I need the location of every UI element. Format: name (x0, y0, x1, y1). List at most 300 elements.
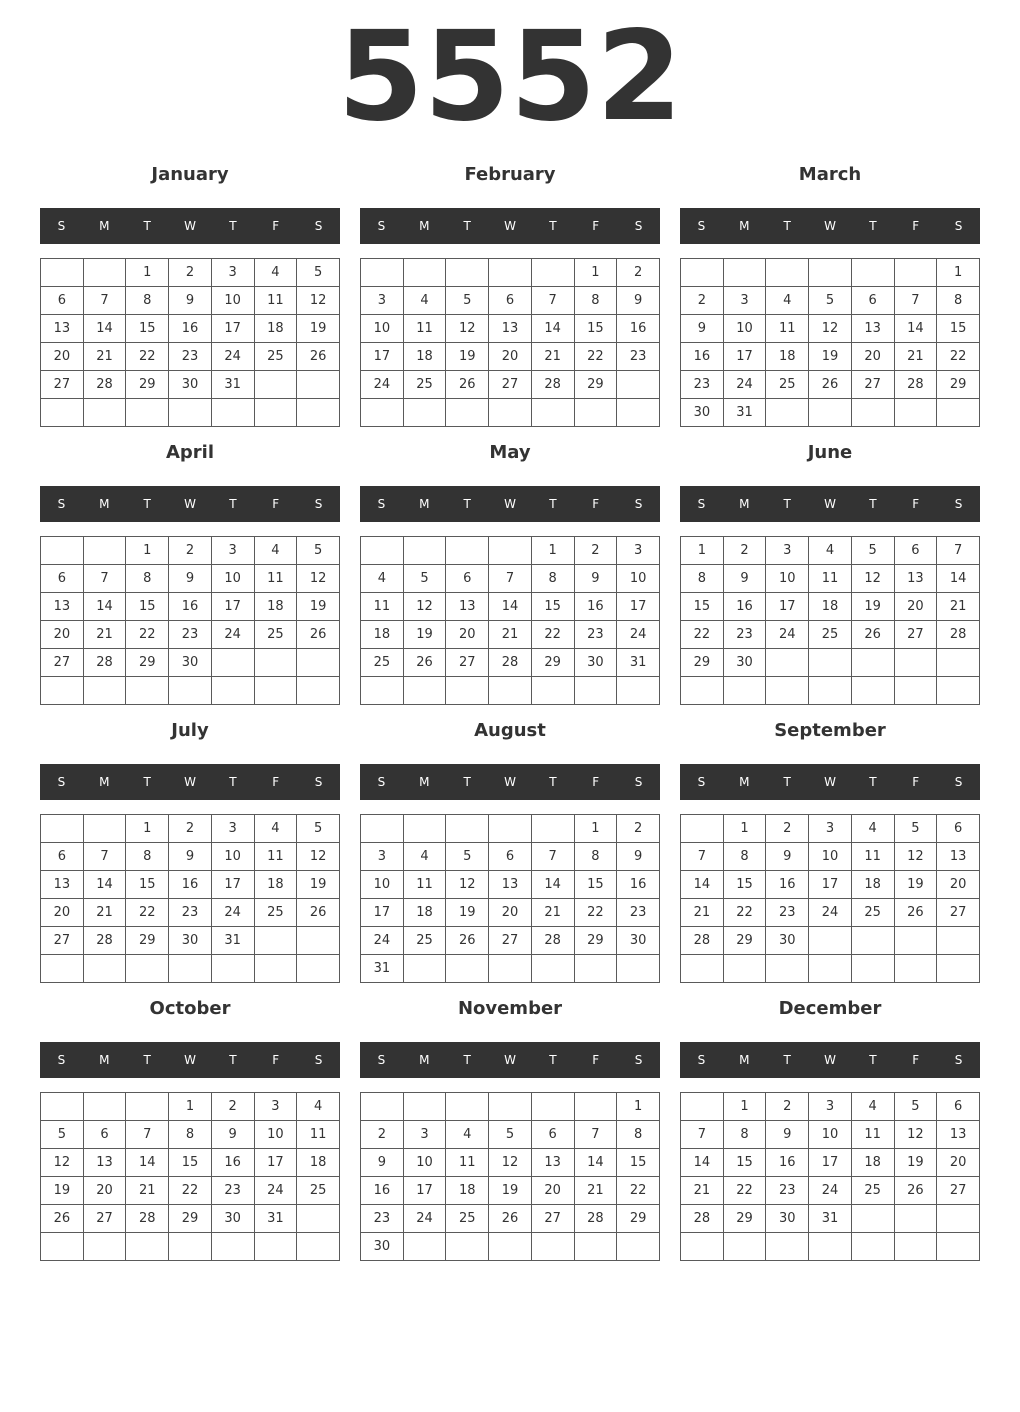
day-cell: 11 (254, 565, 297, 593)
empty-cell (809, 955, 852, 983)
day-cell: 16 (169, 593, 212, 621)
empty-cell (809, 1233, 852, 1261)
day-cell: 5 (894, 1093, 937, 1121)
day-cell: 26 (489, 1205, 532, 1233)
day-cell: 29 (937, 371, 980, 399)
day-cell: 19 (41, 1177, 84, 1205)
empty-cell (851, 649, 894, 677)
day-cell: 5 (297, 815, 340, 843)
day-cell: 18 (851, 871, 894, 899)
day-cell: 11 (254, 287, 297, 315)
week-row (361, 871, 660, 899)
weekday-label: T (549, 497, 557, 511)
day-cell: 25 (403, 371, 446, 399)
day-cell: 23 (766, 899, 809, 927)
day-cell: 20 (489, 899, 532, 927)
day-cell: 1 (531, 537, 574, 565)
day-cell: 1 (126, 259, 169, 287)
day-cell: 15 (723, 1149, 766, 1177)
weekday-label: T (143, 775, 151, 789)
weekday-label: T (143, 219, 151, 233)
weekday-label: W (824, 219, 836, 233)
day-cell: 29 (169, 1205, 212, 1233)
week-row (41, 565, 340, 593)
day-cell: 20 (41, 899, 84, 927)
week-row (41, 955, 340, 983)
empty-cell (126, 955, 169, 983)
week-row (681, 399, 980, 427)
day-grid (680, 536, 980, 705)
day-cell: 14 (83, 315, 126, 343)
day-cell: 18 (297, 1149, 340, 1177)
day-cell: 30 (574, 649, 617, 677)
day-cell: 12 (894, 843, 937, 871)
day-cell: 19 (894, 871, 937, 899)
day-cell: 14 (894, 315, 937, 343)
day-cell: 20 (937, 1149, 980, 1177)
empty-cell (254, 955, 297, 983)
day-cell: 20 (489, 343, 532, 371)
empty-cell (766, 677, 809, 705)
weekday-label: T (869, 1053, 877, 1067)
empty-cell (809, 259, 852, 287)
day-cell: 19 (403, 621, 446, 649)
week-row (681, 315, 980, 343)
day-cell: 4 (297, 1093, 340, 1121)
week-row (41, 1149, 340, 1177)
week-row (681, 343, 980, 371)
empty-cell (446, 1093, 489, 1121)
day-cell: 24 (361, 927, 404, 955)
empty-cell (83, 955, 126, 983)
day-cell: 1 (617, 1093, 660, 1121)
day-cell: 14 (574, 1149, 617, 1177)
empty-cell (489, 815, 532, 843)
week-row (41, 677, 340, 705)
day-cell: 5 (297, 259, 340, 287)
day-cell: 12 (446, 871, 489, 899)
day-cell: 26 (851, 621, 894, 649)
day-cell: 21 (894, 343, 937, 371)
empty-cell (937, 927, 980, 955)
day-cell: 16 (617, 315, 660, 343)
day-cell: 22 (574, 899, 617, 927)
empty-cell (403, 537, 446, 565)
weekday-label: T (463, 1053, 471, 1067)
day-cell: 23 (681, 371, 724, 399)
day-cell: 15 (126, 593, 169, 621)
day-cell: 11 (446, 1149, 489, 1177)
weekday-label: T (143, 497, 151, 511)
day-cell: 19 (894, 1149, 937, 1177)
empty-cell (297, 399, 340, 427)
empty-cell (851, 955, 894, 983)
empty-cell (531, 815, 574, 843)
empty-cell (361, 399, 404, 427)
weekday-label: S (697, 1053, 706, 1067)
empty-cell (361, 1093, 404, 1121)
month-name: June (807, 442, 853, 463)
weekday-label: M (739, 219, 750, 233)
empty-cell (894, 927, 937, 955)
day-cell: 13 (83, 1149, 126, 1177)
day-cell: 25 (254, 621, 297, 649)
empty-cell (531, 677, 574, 705)
day-cell: 18 (254, 593, 297, 621)
empty-cell (41, 815, 84, 843)
empty-cell (83, 677, 126, 705)
day-cell: 6 (937, 1093, 980, 1121)
empty-cell (574, 1233, 617, 1261)
empty-cell (851, 677, 894, 705)
week-row (41, 649, 340, 677)
day-cell: 25 (403, 927, 446, 955)
week-row (361, 927, 660, 955)
empty-cell (851, 1233, 894, 1261)
weekday-label: W (824, 1053, 836, 1067)
day-cell: 23 (169, 343, 212, 371)
empty-cell (937, 955, 980, 983)
week-row (681, 1121, 980, 1149)
weekday-label: T (229, 497, 237, 511)
day-cell: 15 (126, 315, 169, 343)
day-cell: 10 (211, 565, 254, 593)
day-cell: 26 (894, 899, 937, 927)
day-cell: 2 (211, 1093, 254, 1121)
empty-cell (937, 1233, 980, 1261)
empty-cell (41, 1093, 84, 1121)
empty-cell (723, 1233, 766, 1261)
empty-cell (617, 955, 660, 983)
day-cell: 8 (574, 843, 617, 871)
weekday-label: W (504, 219, 516, 233)
day-grid (680, 814, 980, 983)
empty-cell (83, 1093, 126, 1121)
weekday-label: S (954, 1053, 963, 1067)
week-row (361, 677, 660, 705)
day-cell: 29 (126, 371, 169, 399)
empty-cell (851, 1205, 894, 1233)
day-cell: 17 (211, 871, 254, 899)
day-cell: 27 (894, 621, 937, 649)
day-cell: 2 (169, 815, 212, 843)
day-cell: 13 (41, 593, 84, 621)
empty-cell (403, 955, 446, 983)
day-cell: 4 (403, 287, 446, 315)
weekday-header (360, 764, 660, 800)
day-cell: 9 (169, 843, 212, 871)
weekday-label: T (463, 775, 471, 789)
day-cell: 11 (254, 843, 297, 871)
day-cell: 20 (937, 871, 980, 899)
day-cell: 17 (809, 1149, 852, 1177)
empty-cell (361, 815, 404, 843)
day-cell: 4 (766, 287, 809, 315)
day-cell: 24 (211, 621, 254, 649)
empty-cell (531, 1233, 574, 1261)
day-cell: 14 (83, 871, 126, 899)
day-cell: 1 (681, 537, 724, 565)
weekday-label: F (912, 775, 920, 789)
day-cell: 8 (681, 565, 724, 593)
empty-cell (851, 927, 894, 955)
day-cell: 4 (254, 815, 297, 843)
day-cell: 18 (254, 871, 297, 899)
day-cell: 27 (531, 1205, 574, 1233)
day-cell: 7 (681, 1121, 724, 1149)
empty-cell (894, 1205, 937, 1233)
week-row (41, 259, 340, 287)
day-cell: 8 (574, 287, 617, 315)
day-cell: 28 (681, 927, 724, 955)
week-row (361, 955, 660, 983)
empty-cell (809, 927, 852, 955)
empty-cell (211, 955, 254, 983)
day-cell: 23 (574, 621, 617, 649)
empty-cell (766, 955, 809, 983)
day-cell: 11 (766, 315, 809, 343)
day-cell: 29 (126, 927, 169, 955)
empty-cell (403, 677, 446, 705)
day-cell: 4 (446, 1121, 489, 1149)
day-cell: 24 (723, 371, 766, 399)
day-cell: 31 (723, 399, 766, 427)
day-cell: 4 (254, 537, 297, 565)
day-cell: 18 (809, 593, 852, 621)
day-cell: 19 (297, 871, 340, 899)
day-cell: 28 (83, 371, 126, 399)
day-cell: 2 (617, 259, 660, 287)
day-cell: 3 (361, 843, 404, 871)
day-cell: 27 (41, 371, 84, 399)
week-row (41, 287, 340, 315)
empty-cell (489, 399, 532, 427)
day-cell: 8 (617, 1121, 660, 1149)
empty-cell (937, 1205, 980, 1233)
day-cell: 3 (254, 1093, 297, 1121)
day-cell: 17 (254, 1149, 297, 1177)
empty-cell (894, 259, 937, 287)
week-row (681, 871, 980, 899)
day-cell: 23 (617, 343, 660, 371)
day-cell: 4 (254, 259, 297, 287)
day-cell: 10 (211, 843, 254, 871)
weekday-label: S (57, 219, 66, 233)
empty-cell (83, 815, 126, 843)
day-cell: 23 (169, 621, 212, 649)
weekday-label: S (634, 497, 643, 511)
week-row (361, 843, 660, 871)
day-cell: 19 (489, 1177, 532, 1205)
day-cell: 12 (809, 315, 852, 343)
day-cell: 22 (617, 1177, 660, 1205)
day-cell: 25 (766, 371, 809, 399)
day-cell: 11 (809, 565, 852, 593)
day-cell: 29 (574, 371, 617, 399)
weekday-label: W (504, 775, 516, 789)
week-row (681, 287, 980, 315)
day-cell: 3 (766, 537, 809, 565)
month-name: January (151, 164, 229, 185)
day-cell: 3 (723, 287, 766, 315)
empty-cell (41, 259, 84, 287)
month-name: May (489, 442, 531, 463)
week-row (681, 1205, 980, 1233)
weekday-label: F (592, 775, 600, 789)
empty-cell (41, 955, 84, 983)
day-cell: 18 (446, 1177, 489, 1205)
empty-cell (41, 677, 84, 705)
day-cell: 20 (83, 1177, 126, 1205)
day-cell: 10 (403, 1149, 446, 1177)
day-cell: 15 (723, 871, 766, 899)
day-cell: 16 (169, 871, 212, 899)
day-cell: 9 (574, 565, 617, 593)
day-cell: 23 (766, 1177, 809, 1205)
empty-cell (574, 677, 617, 705)
day-cell: 27 (937, 1177, 980, 1205)
empty-cell (41, 537, 84, 565)
day-cell: 12 (297, 287, 340, 315)
day-cell: 14 (681, 1149, 724, 1177)
day-cell: 17 (361, 343, 404, 371)
day-cell: 15 (574, 871, 617, 899)
day-cell: 27 (489, 927, 532, 955)
day-cell: 27 (83, 1205, 126, 1233)
day-cell: 22 (126, 899, 169, 927)
weekday-label: F (272, 1053, 280, 1067)
day-cell: 31 (211, 927, 254, 955)
empty-cell (489, 1233, 532, 1261)
empty-cell (574, 955, 617, 983)
day-cell: 9 (169, 565, 212, 593)
empty-cell (809, 399, 852, 427)
day-cell: 1 (126, 815, 169, 843)
week-row (41, 871, 340, 899)
day-cell: 2 (361, 1121, 404, 1149)
day-cell: 20 (894, 593, 937, 621)
empty-cell (446, 399, 489, 427)
day-cell: 19 (446, 899, 489, 927)
day-cell: 29 (617, 1205, 660, 1233)
week-row (681, 371, 980, 399)
day-cell: 18 (851, 1149, 894, 1177)
empty-cell (446, 677, 489, 705)
day-cell: 18 (254, 315, 297, 343)
weekday-label: S (314, 497, 323, 511)
day-cell: 9 (723, 565, 766, 593)
day-cell: 22 (169, 1177, 212, 1205)
day-cell: 1 (723, 1093, 766, 1121)
week-row (361, 621, 660, 649)
day-grid (40, 258, 340, 427)
day-cell: 7 (894, 287, 937, 315)
day-cell: 15 (937, 315, 980, 343)
day-cell: 11 (361, 593, 404, 621)
day-cell: 21 (574, 1177, 617, 1205)
day-cell: 14 (83, 593, 126, 621)
day-cell: 11 (403, 315, 446, 343)
weekday-label: S (57, 497, 66, 511)
empty-cell (403, 815, 446, 843)
day-cell: 5 (446, 843, 489, 871)
week-row (41, 815, 340, 843)
day-cell: 11 (297, 1121, 340, 1149)
weekday-label: S (314, 219, 323, 233)
day-cell: 2 (766, 815, 809, 843)
day-cell: 22 (937, 343, 980, 371)
day-cell: 7 (83, 565, 126, 593)
day-cell: 10 (723, 315, 766, 343)
empty-cell (169, 955, 212, 983)
week-row (681, 815, 980, 843)
day-cell: 30 (766, 927, 809, 955)
empty-cell (617, 677, 660, 705)
weekday-label: M (99, 1053, 110, 1067)
week-row (361, 371, 660, 399)
day-cell: 25 (851, 1177, 894, 1205)
weekday-label: T (549, 219, 557, 233)
week-row (41, 899, 340, 927)
weekday-label: M (419, 219, 430, 233)
day-cell: 18 (403, 343, 446, 371)
weekday-label: S (954, 775, 963, 789)
week-row (681, 843, 980, 871)
day-cell: 20 (446, 621, 489, 649)
day-cell: 17 (723, 343, 766, 371)
empty-cell (723, 955, 766, 983)
empty-cell (766, 259, 809, 287)
weekday-label: F (272, 219, 280, 233)
empty-cell (531, 1093, 574, 1121)
day-cell: 24 (211, 343, 254, 371)
day-cell: 21 (83, 899, 126, 927)
empty-cell (851, 399, 894, 427)
day-cell: 16 (361, 1177, 404, 1205)
empty-cell (254, 399, 297, 427)
day-cell: 16 (574, 593, 617, 621)
day-cell: 7 (574, 1121, 617, 1149)
day-cell: 22 (574, 343, 617, 371)
empty-cell (809, 677, 852, 705)
day-cell: 6 (894, 537, 937, 565)
day-cell: 30 (723, 649, 766, 677)
day-cell: 29 (126, 649, 169, 677)
day-cell: 30 (169, 371, 212, 399)
day-cell: 3 (361, 287, 404, 315)
week-row (41, 1233, 340, 1261)
day-cell: 7 (83, 843, 126, 871)
day-cell: 19 (809, 343, 852, 371)
day-cell: 6 (489, 843, 532, 871)
week-row (681, 677, 980, 705)
empty-cell (574, 1093, 617, 1121)
week-row (681, 565, 980, 593)
day-cell: 22 (126, 621, 169, 649)
day-cell: 14 (531, 871, 574, 899)
day-cell: 30 (681, 399, 724, 427)
day-cell: 2 (681, 287, 724, 315)
empty-cell (723, 259, 766, 287)
day-cell: 10 (254, 1121, 297, 1149)
day-cell: 28 (681, 1205, 724, 1233)
empty-cell (169, 1233, 212, 1261)
empty-cell (766, 1233, 809, 1261)
empty-cell (126, 1233, 169, 1261)
day-cell: 3 (211, 537, 254, 565)
day-cell: 13 (531, 1149, 574, 1177)
day-cell: 11 (403, 871, 446, 899)
